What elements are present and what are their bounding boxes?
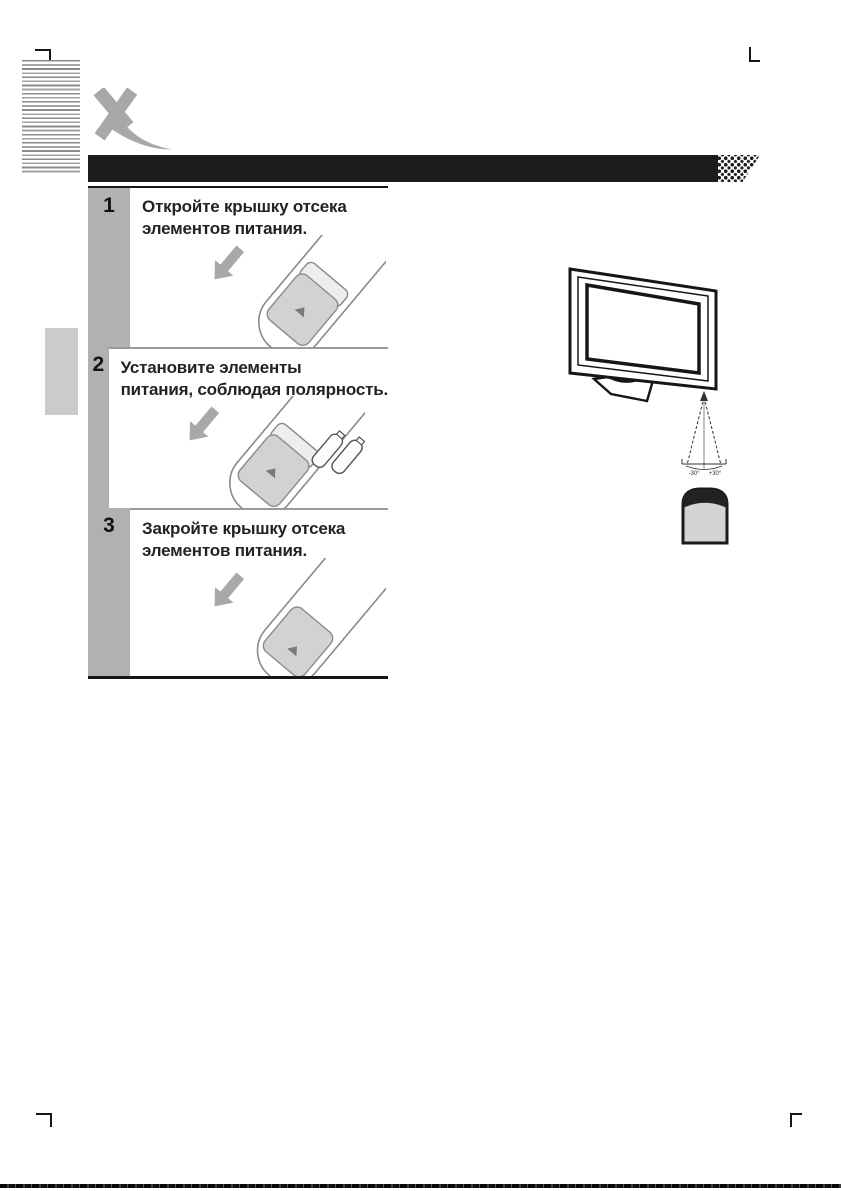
arrow-icon xyxy=(180,402,224,448)
step-text-line: Установите элементы xyxy=(120,358,302,377)
step-row-2 xyxy=(88,347,388,508)
battery-instructions-table xyxy=(88,186,388,679)
batteries-icon xyxy=(309,423,364,483)
angle-right-label: +30° xyxy=(708,471,722,477)
step-text-line: питания, соблюдая полярность. xyxy=(120,379,388,399)
step-row-1 xyxy=(88,188,388,347)
page-edge-tab xyxy=(45,328,78,415)
remote-control-icon xyxy=(683,489,727,543)
step-text-line: элементов питания. xyxy=(142,540,307,560)
crop-mark-bottom-right xyxy=(790,1113,802,1127)
remote-open-cover-illustration xyxy=(130,235,386,347)
step-instruction-text xyxy=(130,188,388,240)
crop-mark-top-right xyxy=(749,47,760,62)
angle-left-label: -30° xyxy=(688,471,700,477)
scan-edge-artifact xyxy=(0,1184,841,1188)
step-number: 1 xyxy=(88,188,130,347)
step-number: 2 xyxy=(88,347,109,508)
step-text-line: элементов питания. xyxy=(142,218,307,238)
step-content xyxy=(130,508,388,676)
step-content xyxy=(109,347,388,508)
arrow-icon xyxy=(205,241,249,287)
arrow-icon xyxy=(205,568,249,614)
step-instruction-text xyxy=(109,349,388,401)
step-text-line: Закройте крышку отсека xyxy=(142,519,346,538)
step-number: 3 xyxy=(88,508,130,676)
header-bar-halftone xyxy=(716,155,764,182)
reception-angle-cone xyxy=(682,391,726,477)
step-instruction-text xyxy=(130,510,388,562)
tv-reception-illustration xyxy=(545,255,760,545)
remote-close-cover-illustration xyxy=(130,558,386,676)
section-header-bar xyxy=(88,155,718,182)
remote-insert-batteries-illustration xyxy=(109,396,365,508)
step-content xyxy=(130,188,388,347)
crop-mark-bottom-left xyxy=(36,1113,52,1127)
step-row-3 xyxy=(88,508,388,676)
tv-icon xyxy=(570,269,716,389)
step-text-line: Откройте крышку отсека xyxy=(142,197,347,216)
brand-logo-icon xyxy=(92,88,178,160)
calibration-strip xyxy=(22,60,80,174)
